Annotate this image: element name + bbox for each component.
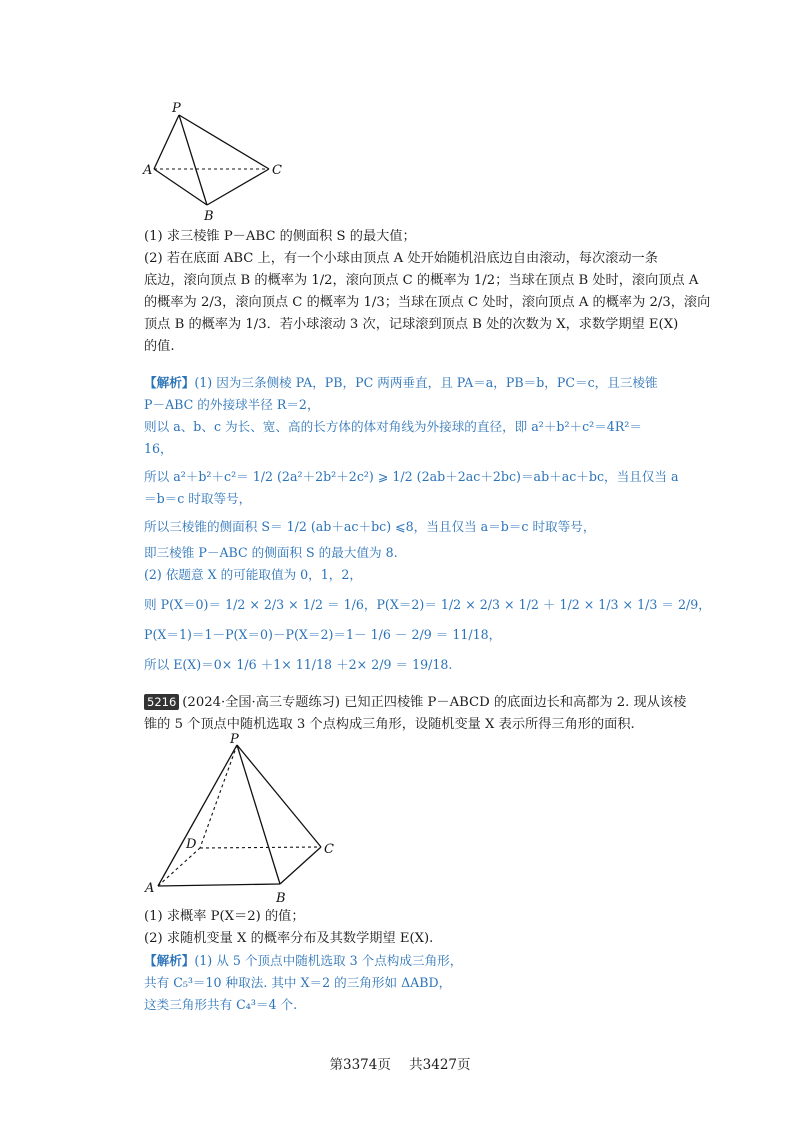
label-c: C — [272, 163, 282, 178]
solution-first-line: (1) 从 5 个顶点中随机选取 3 个点构成三角形， — [194, 953, 463, 968]
question-line: (1) 求概率 P(X＝2) 的值； — [144, 909, 305, 924]
solution-line: 这类三角形共有 C₄³＝4 个. — [144, 997, 298, 1012]
label-b: B — [204, 209, 214, 224]
solution-1 — [144, 372, 711, 676]
page-total: 共3427页 — [409, 1057, 471, 1073]
question-line — [144, 692, 687, 714]
solution-line: 16， — [144, 441, 173, 456]
pyramid-pabcd-figure — [140, 730, 350, 906]
solution-tag: 【解析】 — [144, 375, 195, 390]
solution-line: P(X＝1)＝1－P(X＝0)－P(X＝2)＝1－ 1/6 － 2/9 ＝ 11/18， — [144, 627, 502, 642]
solution-line: ＝b＝c 时取等号， — [144, 491, 252, 506]
solution-line: P－ABC 的外接球半径 R＝2， — [144, 397, 320, 412]
edge-pc — [179, 115, 269, 169]
label-b: B — [276, 891, 286, 906]
solution-2 — [144, 950, 664, 1016]
label-p: P — [230, 732, 239, 747]
edge-ab — [154, 169, 207, 205]
label-c: C — [324, 842, 334, 857]
solution-line — [144, 372, 664, 394]
edge-pa — [158, 745, 237, 886]
edge-bc — [207, 169, 269, 205]
question-line: (1) 求三棱锥 P－ABC 的侧面积 S 的最大值； — [144, 229, 416, 244]
label-p: P — [172, 101, 181, 116]
question-2-parts — [144, 906, 664, 950]
label-a: A — [145, 881, 155, 896]
edge-bc — [280, 847, 321, 884]
solution-line: 则以 a、b、c 为长、宽、高的长方体的体对角线为外接球的直径，即 a²＋b²＋c²＝4R²＝ — [144, 419, 642, 434]
edge-pb — [237, 745, 280, 884]
solution-first-line: (1) 因为三条侧棱 PA，PB，PC 两两垂直，且 PA＝a，PB＝b，PC＝c，且三棱锥 — [194, 375, 658, 390]
question-line: 的概率为 2/3，滚向顶点 C 的概率为 1/3；当球在顶点 C 处时，滚向顶点 A 的概率为 2/3，滚向 — [144, 295, 711, 310]
pyramid-pabc-figure — [140, 98, 300, 224]
question-line: (2) 求随机变量 X 的概率分布及其数学期望 E(X). — [144, 931, 434, 946]
solution-line: 所以三棱锥的侧面积 S＝ 1/2 (ab＋ac＋bc) ⩽8，当且仅当 a＝b＝c 时取等号， — [144, 519, 596, 534]
question-1-text — [144, 226, 711, 358]
question-line: (2) 若在底面 ABC 上，有一个小球由顶点 A 处开始随机沿底边自由滚动，每次滚动一条 — [144, 251, 658, 266]
page-number: 第3374页 — [329, 1057, 391, 1073]
solution-line — [144, 950, 664, 972]
question-line: 的值. — [144, 339, 175, 354]
question-line: 顶点 B 的概率为 1/3．若小球滚动 3 次，记球滚到顶点 B 处的次数为 X，求数学期望 E(X) — [144, 317, 679, 332]
edge-pb — [179, 115, 207, 205]
edge-pd-hidden — [200, 745, 237, 848]
edge-ab — [158, 884, 280, 886]
solution-line: 共有 C₅³＝10 种取法. 其中 X＝2 的三角形如 ΔABD， — [144, 975, 452, 990]
solution-line: 所以 E(X)＝0× 1/6 ＋1× 11/18 ＋2× 2/9 ＝ 19/18. — [144, 657, 453, 672]
question-line: 底边，滚向顶点 B 的概率为 1/2，滚向顶点 C 的概率为 1/2；当球在顶点 B 处时，滚向顶点 A — [144, 273, 699, 288]
label-d: D — [186, 837, 197, 852]
solution-line: (2) 依题意 X 的可能取值为 0，1，2， — [144, 567, 362, 582]
solution-line: 所以 a²＋b²＋c²＝ 1/2 (2a²＋2b²＋2c²) ⩾ 1/2 (2ab＋2ac＋2bc)＝ab＋ac＋bc，当且仅当 a — [144, 469, 679, 484]
edge-pa — [154, 115, 179, 169]
edge-ad-hidden — [158, 848, 200, 886]
question-line: 锥的 5 个顶点中随机选取 3 个点构成三角形，设随机变量 X 表示所得三角形的面积. — [144, 717, 635, 732]
page-footer — [0, 1053, 800, 1073]
edge-dc-hidden — [200, 847, 321, 848]
solution-line: 则 P(X＝0)＝ 1/2 × 2/3 × 1/2 ＝ 1/6，P(X＝2)＝ 1/2 × 2/3 × 1/2 ＋ 1/2 × 1/3 × 1/3 ＝ 2/9， — [144, 597, 711, 612]
problem-number-badge: 5216 — [144, 694, 179, 710]
solution-tag: 【解析】 — [144, 953, 195, 968]
label-a: A — [143, 163, 153, 178]
question-first-line: (2024·全国·高三专题练习) 已知正四棱锥 P－ABCD 的底面边长和高都为 2. 现从该棱 — [182, 695, 687, 710]
edge-pc — [237, 745, 321, 847]
solution-line: 即三棱锥 P－ABC 的侧面积 S 的最大值为 8. — [144, 545, 398, 560]
